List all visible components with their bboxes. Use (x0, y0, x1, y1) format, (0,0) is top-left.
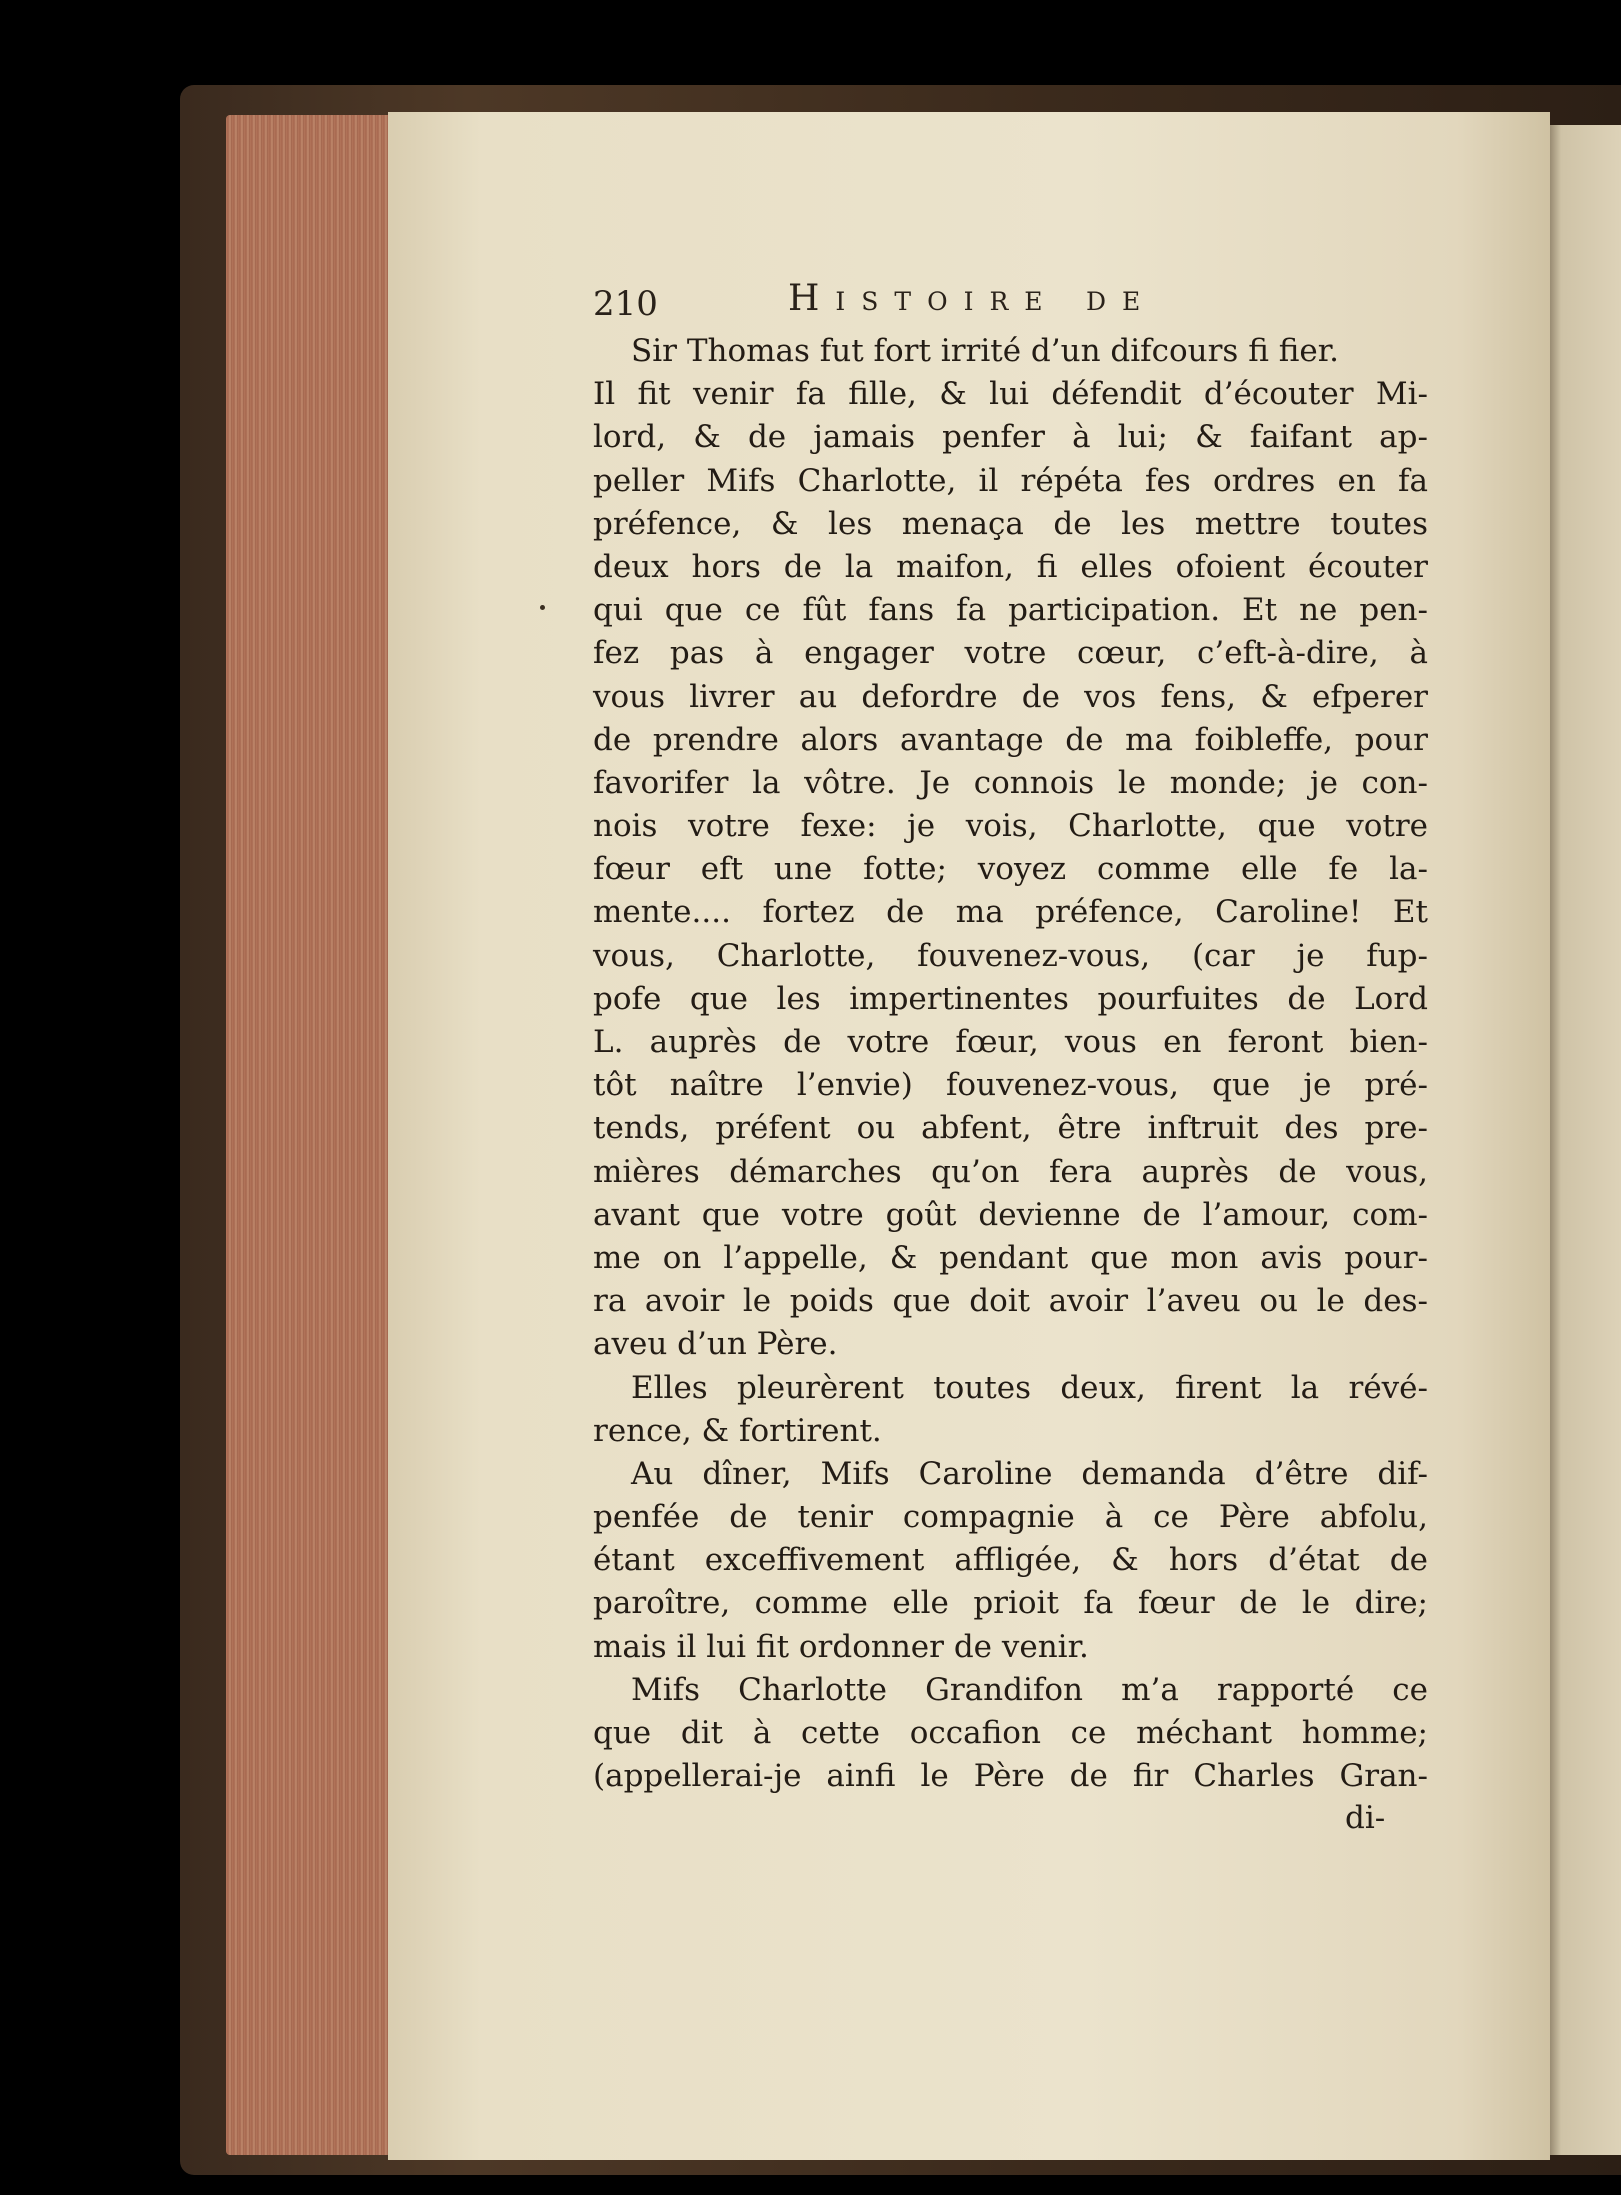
text-line: lord, & de jamais penfer à lui; & faifant ap- (593, 419, 1428, 456)
text-line: tends, préfent ou abfent, être inftruit des pre- (593, 1110, 1428, 1147)
text-line: paroître, comme elle prioit fa fœur de le dire; (593, 1585, 1428, 1622)
text-line: vous, Charlotte, fouvenez-vous, (car je fup- (593, 937, 1428, 974)
text-line: aveu d’un Père. (593, 1326, 838, 1363)
text-line: Au dîner, Mifs Caroline demanda d’être dif- (631, 1455, 1428, 1492)
text-line: vous livrer au defordre de vos fens, & efperer (593, 678, 1428, 715)
text-line: pofe que les impertinentes pourfuites de Lord (593, 980, 1428, 1017)
text-line: avant que votre goût devienne de l’amour, com- (593, 1196, 1428, 1233)
text-line: (appellerai-je ainfi le Père de fir Charles Gran- (593, 1758, 1428, 1795)
text-line: fœur eft une fotte; voyez comme elle fe la- (593, 851, 1428, 888)
text-line: nois votre fexe: je vois, Charlotte, que votre (593, 808, 1428, 845)
text-line: favorifer la vôtre. Je connois le monde; je con- (593, 764, 1428, 801)
page-number: 210 (593, 284, 658, 324)
running-title: Histoire de (788, 278, 1157, 319)
text-line: préfence, & les menaça de les mettre toutes (593, 505, 1428, 542)
text-line: L. auprès de votre fœur, vous en feront bien- (593, 1024, 1428, 1060)
body-text (593, 330, 1428, 1798)
text-line: mente.... fortez de ma préfence, Caroline! Et (593, 894, 1428, 931)
text-line: ra avoir le poids que doit avoir l’aveu ou le des- (593, 1283, 1428, 1320)
page-header (593, 278, 1453, 330)
text-line: Mifs Charlotte Grandifon m’a rapporté ce (631, 1671, 1428, 1708)
text-line: tôt naître l’envie) fouvenez-vous, que je pré- (593, 1067, 1428, 1104)
text-line: peller Mifs Charlotte, il répéta fes ordres en fa (593, 462, 1428, 499)
text-line: Il fit venir fa fille, & lui défendit d’écouter Mi- (593, 376, 1428, 413)
text-line: que dit à cette occafion ce méchant homme; (593, 1715, 1428, 1751)
text-line: rence, & fortirent. (593, 1412, 882, 1449)
text-line: Elles pleurèrent toutes deux, firent la révé- (631, 1369, 1428, 1406)
text-line: étant exceffivement affligée, & hors d’état de (593, 1542, 1428, 1579)
text-line: de prendre alors avantage de ma foibleffe, pour (593, 721, 1428, 758)
text-line: Sir Thomas fut fort irrité d’un difcours fi fier. (631, 333, 1340, 369)
ink-speck (540, 605, 545, 610)
text-line: fez pas à engager votre cœur, c’eft-à-dire, à (593, 635, 1428, 672)
page-edges (226, 115, 390, 2155)
text-line: me on l’appelle, & pendant que mon avis pour- (593, 1239, 1428, 1276)
text-line: qui que ce fût fans fa participation. Et ne pen- (593, 592, 1428, 629)
facing-page-edge (1548, 125, 1621, 2155)
catchword: di- (1345, 1800, 1386, 1837)
text-line: mais il lui fit ordonner de venir. (593, 1628, 1089, 1665)
text-line: deux hors de la maifon, fi elles ofoient écouter (593, 548, 1428, 585)
text-line: penfée de tenir compagnie à ce Père abfolu, (593, 1499, 1428, 1536)
text-line: mières démarches qu’on fera auprès de vous, (593, 1153, 1428, 1190)
